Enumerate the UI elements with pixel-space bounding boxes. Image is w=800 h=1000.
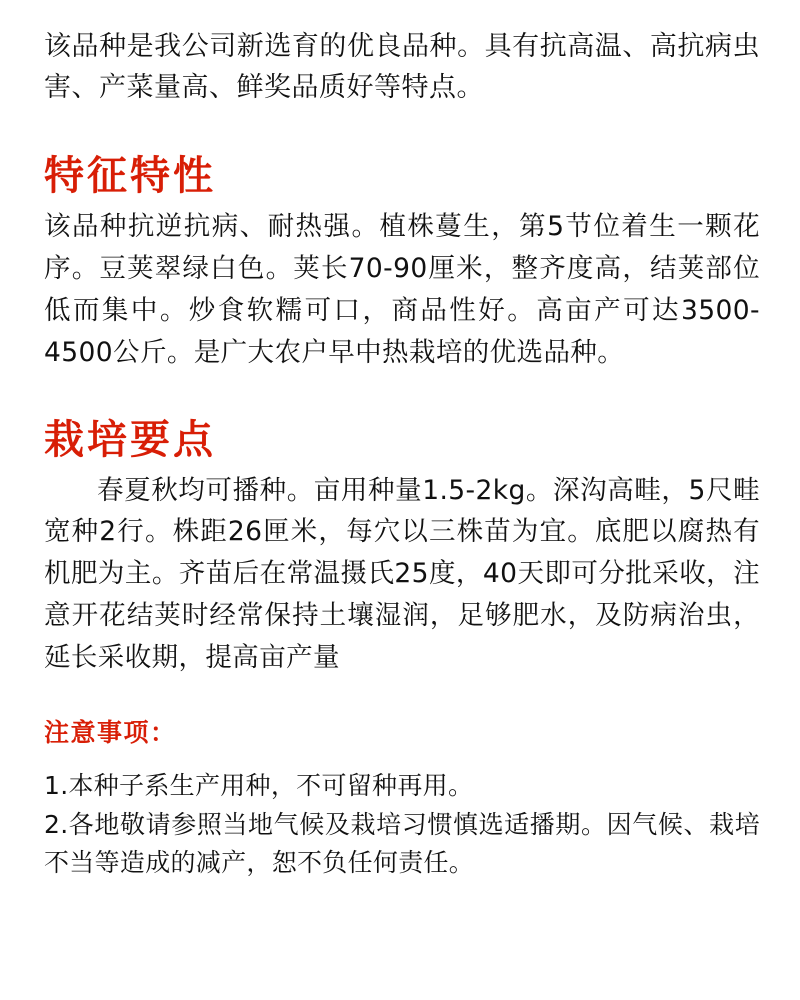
intro-paragraph: 该品种是我公司新选育的优良品种。具有抗高温、高抗病虫害、产菜量高、鲜奖品质好等特点。 bbox=[44, 31, 760, 104]
notice-heading: 注意事项： bbox=[44, 717, 177, 747]
section-characteristics bbox=[44, 154, 760, 373]
notice-item: 2.各地敬请参照当地气候及栽培习惯慎选适播期。因气候、栽培不当等造成的减产，恕不负任何责任。 bbox=[44, 810, 760, 877]
section-body-characteristics: 该品种抗逆抗病、耐热强。植株蔓生，第5节位着生一颗花序。豆荚翠绿白色。荚长70-90厘米，整齐度高，结荚部位低而集中。炒食软糯可口，商品性好。高亩产可达3500-4500公斤。是广大农户早中热栽培的优选品种。 bbox=[44, 211, 760, 368]
section-notice bbox=[44, 713, 760, 882]
section-heading-cultivation: 栽培要点 bbox=[44, 415, 216, 463]
section-body-cultivation: 春夏秋均可播种。亩用种量1.5-2kg。深沟高畦，5尺畦宽种2行。株距26匣米，每穴以三株苗为宜。底肥以腐热有机肥为主。齐苗后在常温摄氏25度，40天即可分批采收，注意开花结荚时经常保持土壤湿润，足够肥水，及防病治虫，延长采收期，提高亩产量 bbox=[44, 474, 760, 673]
notice-item: 1.本种子系生产用种，不可留种再用。 bbox=[44, 770, 474, 800]
section-heading-characteristics: 特征特性 bbox=[44, 152, 216, 200]
section-cultivation bbox=[44, 415, 760, 679]
